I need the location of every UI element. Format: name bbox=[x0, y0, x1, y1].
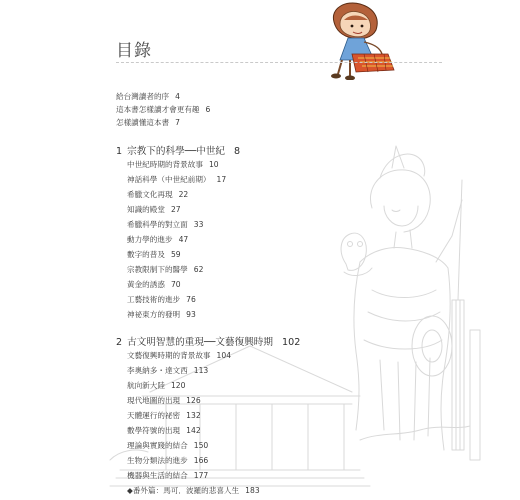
entry-title: 數學符號的出現 bbox=[127, 426, 181, 435]
entry-title: 中世紀時期的背景故事 bbox=[127, 160, 203, 169]
toc-entry[interactable] bbox=[127, 279, 181, 290]
entry-title: 黃金的誘惑 bbox=[127, 280, 165, 289]
page-title: 目錄 bbox=[116, 41, 152, 61]
toc-entry[interactable] bbox=[127, 410, 201, 421]
entry-page-number: 17 bbox=[216, 175, 227, 184]
entry-page-number: 183 bbox=[245, 486, 260, 495]
entry-page-number: 76 bbox=[186, 295, 196, 304]
toc-entry[interactable] bbox=[127, 395, 201, 406]
toc-entry[interactable] bbox=[127, 470, 208, 481]
entry-page-number: 142 bbox=[186, 426, 201, 435]
entry-title: ◆番外篇：馬可．波羅的悲喜人生 bbox=[127, 486, 240, 495]
entry-title: 機器與生活的結合 bbox=[127, 471, 188, 480]
entry-title: 工藝技術的進步 bbox=[127, 295, 181, 304]
chapter-heading[interactable] bbox=[116, 143, 240, 157]
chapter-number: 1 bbox=[116, 146, 123, 157]
entry-title: 希臘科學的對立面 bbox=[127, 220, 188, 229]
chapter-page-number: 8 bbox=[234, 146, 241, 157]
toc-entry[interactable] bbox=[116, 91, 180, 102]
entry-page-number: 150 bbox=[193, 441, 209, 450]
toc-entry[interactable] bbox=[116, 117, 180, 128]
entry-title: 理論與實踐的結合 bbox=[127, 441, 188, 450]
entry-page-number: 27 bbox=[170, 205, 181, 214]
toc-entry[interactable] bbox=[127, 264, 203, 275]
entry-title: 生物分類法的進步 bbox=[127, 456, 188, 465]
entry-title: 神話科學（中世紀前期） bbox=[127, 175, 211, 184]
entry-page-number: 22 bbox=[178, 190, 189, 199]
entry-title: 航向新大陸 bbox=[127, 381, 165, 390]
toc-entry[interactable] bbox=[127, 485, 260, 496]
entry-page-number: 93 bbox=[186, 310, 196, 319]
entry-title: 李奧納多・達文西 bbox=[127, 366, 188, 375]
entry-page-number: 6 bbox=[205, 105, 211, 114]
entry-title: 天體運行的祕密 bbox=[127, 411, 181, 420]
toc-entry[interactable] bbox=[127, 309, 196, 320]
chapter-title: 宗教下的科學──中世紀 bbox=[127, 146, 226, 157]
entry-page-number: 7 bbox=[175, 118, 180, 127]
toc-entry[interactable] bbox=[127, 219, 203, 230]
chapter-page-number: 102 bbox=[281, 337, 301, 348]
entry-title: 宗教限制下的醫學 bbox=[127, 265, 188, 274]
entry-page-number: 177 bbox=[193, 471, 209, 480]
entry-page-number: 126 bbox=[186, 396, 201, 405]
toc-entry[interactable] bbox=[127, 440, 208, 451]
entry-page-number: 62 bbox=[193, 265, 204, 274]
entry-title: 神祕東方的發明 bbox=[127, 310, 181, 319]
toc-entry[interactable] bbox=[127, 365, 208, 376]
entry-page-number: 166 bbox=[193, 456, 209, 465]
entry-title: 知識的殿堂 bbox=[127, 205, 165, 214]
toc-entry[interactable] bbox=[127, 425, 201, 436]
toc-entry[interactable] bbox=[116, 104, 210, 115]
entry-title: 文藝復興時期的背景故事 bbox=[127, 351, 211, 360]
entry-title: 數字的普及 bbox=[127, 250, 165, 259]
entry-title: 希臘文化再現 bbox=[127, 190, 173, 199]
entry-title: 給台灣讀者的序 bbox=[116, 92, 170, 101]
toc-entry[interactable] bbox=[127, 174, 226, 185]
toc-entry[interactable] bbox=[127, 204, 181, 215]
toc-entry[interactable] bbox=[127, 249, 181, 260]
toc-entry[interactable] bbox=[127, 350, 231, 361]
entry-page-number: 33 bbox=[193, 220, 204, 229]
toc-entry[interactable] bbox=[127, 234, 188, 245]
chapter-heading[interactable] bbox=[116, 334, 300, 348]
chapter-number: 2 bbox=[116, 337, 123, 348]
toc-entry[interactable] bbox=[127, 189, 188, 200]
entry-page-number: 113 bbox=[193, 366, 209, 375]
entry-title: 怎樣讀懂這本書 bbox=[116, 118, 170, 127]
entry-page-number: 104 bbox=[216, 351, 232, 360]
entry-title: 動力學的進步 bbox=[127, 235, 173, 244]
entry-page-number: 59 bbox=[170, 250, 181, 259]
entry-title: 現代地圖的出現 bbox=[127, 396, 181, 405]
entry-title: 這本書怎樣讀才會更有趣 bbox=[116, 105, 200, 114]
entry-page-number: 10 bbox=[208, 160, 219, 169]
entry-page-number: 120 bbox=[170, 381, 186, 390]
entry-page-number: 4 bbox=[175, 92, 180, 101]
toc-entry[interactable] bbox=[127, 159, 219, 170]
entry-page-number: 47 bbox=[178, 235, 189, 244]
chapter-title: 古文明智慧的重現──文藝復興時期 bbox=[127, 337, 273, 348]
toc-entry[interactable] bbox=[127, 455, 208, 466]
toc-entry[interactable] bbox=[127, 294, 196, 305]
toc-entry[interactable] bbox=[127, 380, 185, 391]
entry-page-number: 70 bbox=[170, 280, 181, 289]
entry-page-number: 132 bbox=[186, 411, 201, 420]
